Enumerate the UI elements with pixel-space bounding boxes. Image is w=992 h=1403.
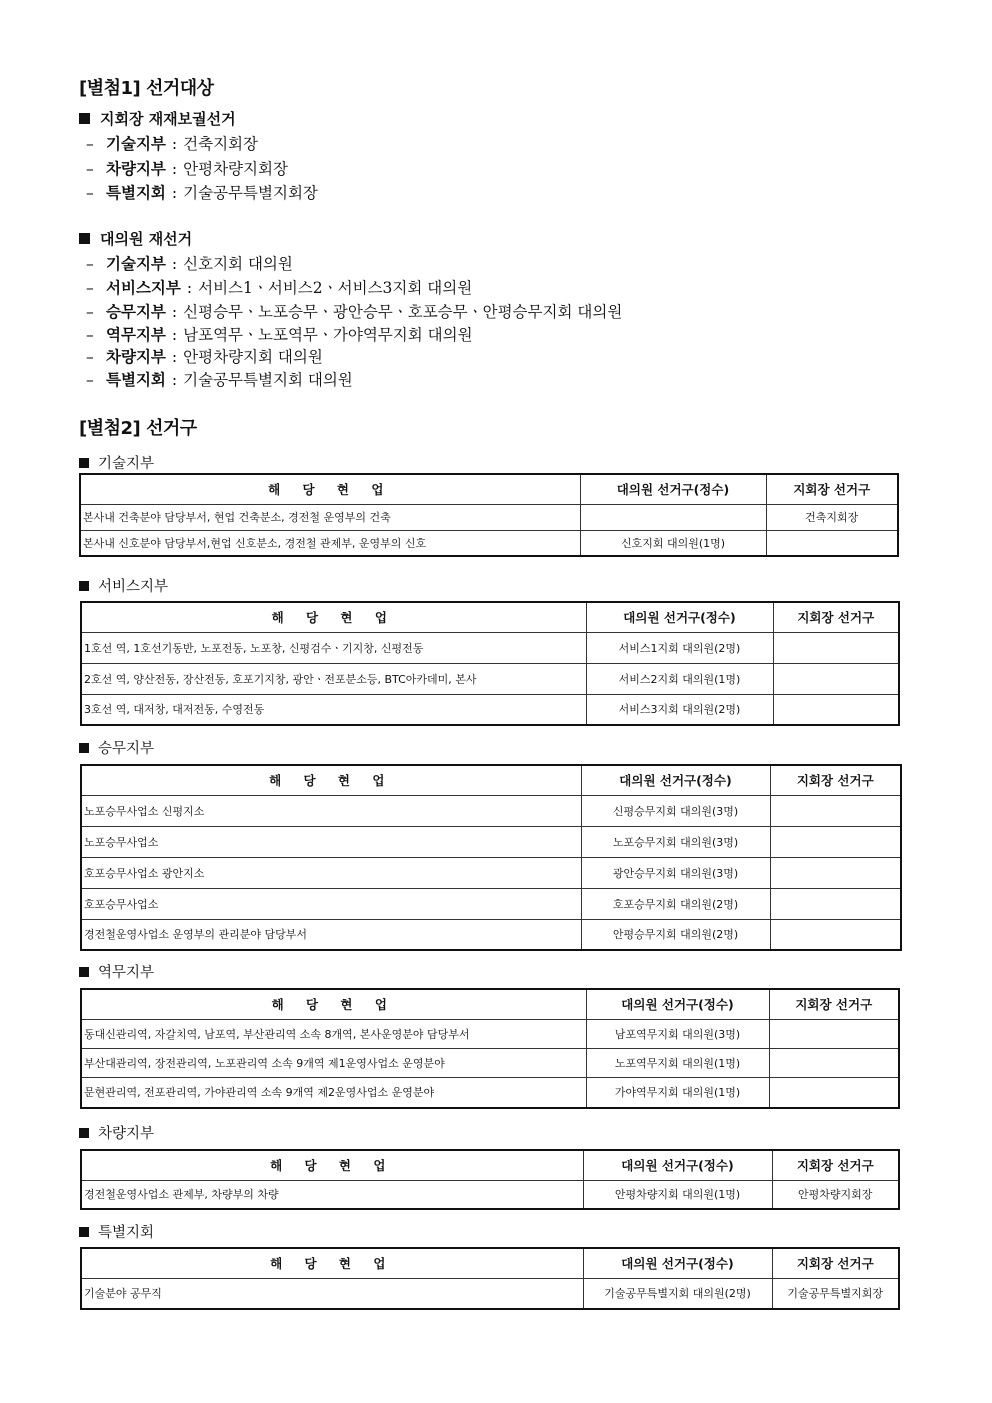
section-title-text: 특별지회 xyxy=(98,1225,155,1241)
table-row xyxy=(81,1019,899,1048)
item-value: 신호지회 대의원 xyxy=(183,255,293,273)
crew-table xyxy=(80,764,902,951)
colon: : xyxy=(171,371,178,389)
dash-marker: – xyxy=(86,255,94,273)
cell-chief xyxy=(770,857,901,888)
cell-delegate: 광안승무지회 대의원(3명) xyxy=(581,857,770,888)
cell-chief xyxy=(773,632,899,663)
header-chief: 지회장 선거구 xyxy=(772,1248,899,1278)
cell-delegate: 노포승무지회 대의원(3명) xyxy=(581,826,770,857)
section-vehicle-title xyxy=(79,1122,154,1143)
section-title-text: 기술지부 xyxy=(98,456,155,472)
header-delegate: 대의원 선거구(정수) xyxy=(586,602,773,632)
cell-chief xyxy=(770,826,901,857)
item-label: 특별지회 xyxy=(106,370,166,389)
attachment2-title: [별첨2] 선거구 xyxy=(79,418,197,439)
cell-area: 기술분야 공무직 xyxy=(81,1278,583,1309)
table-row xyxy=(81,694,899,725)
colon: : xyxy=(171,160,178,178)
table-row xyxy=(80,504,898,530)
table-header-row xyxy=(81,1150,899,1180)
section-chief-election-title xyxy=(79,108,236,129)
header-delegate: 대의원 선거구(정수) xyxy=(586,989,769,1019)
header-area: 해 당 현 업 xyxy=(81,602,586,632)
header-chief: 지회장 선거구 xyxy=(770,765,901,795)
cell-delegate: 안평승무지회 대의원(2명) xyxy=(581,919,770,950)
item-value: 기술공무특별지회장 xyxy=(183,184,318,202)
section-service-title xyxy=(79,575,168,596)
colon: : xyxy=(171,135,178,153)
section-title-text: 대의원 재선거 xyxy=(100,230,193,248)
item-value: 안평차량지회장 xyxy=(183,160,288,178)
dash-marker: – xyxy=(86,326,94,344)
cell-area: 호포승무사업소 xyxy=(81,888,581,919)
section-title-text: 역무지부 xyxy=(98,965,155,981)
section-title-text: 서비스지부 xyxy=(98,579,169,595)
section-crew-title xyxy=(79,737,154,758)
item-label: 승무지부 xyxy=(106,302,166,321)
section-delegate-election-title xyxy=(79,228,192,249)
header-chief: 지회장 선거구 xyxy=(769,989,899,1019)
item-value: 안평차량지회 대의원 xyxy=(183,348,323,366)
table-row xyxy=(81,795,901,826)
header-area: 해 당 현 업 xyxy=(81,1248,583,1278)
cell-delegate: 호포승무지회 대의원(2명) xyxy=(581,888,770,919)
header-delegate: 대의원 선거구(정수) xyxy=(581,765,770,795)
section-title-text: 지회장 재재보궐선거 xyxy=(100,110,236,128)
cell-delegate: 가야역무지회 대의원(1명) xyxy=(586,1077,769,1108)
cell-delegate: 남포역무지회 대의원(3명) xyxy=(586,1019,769,1048)
cell-chief xyxy=(770,919,901,950)
item-label: 역무지부 xyxy=(106,325,166,344)
cell-delegate: 안평차량지회 대의원(1명) xyxy=(583,1180,772,1209)
cell-delegate: 서비스2지회 대의원(1명) xyxy=(586,663,773,694)
header-chief: 지회장 선거구 xyxy=(773,602,899,632)
table-row xyxy=(81,826,901,857)
list-item xyxy=(86,368,353,390)
colon: : xyxy=(171,184,178,202)
cell-area: 1호선 역, 1호선기동반, 노포전동, 노포창, 신평검수ㆍ기지창, 신평전동 xyxy=(81,632,586,663)
square-bullet-icon xyxy=(79,233,90,244)
cell-delegate: 노포역무지회 대의원(1명) xyxy=(586,1048,769,1077)
cell-chief xyxy=(770,888,901,919)
table-header-row xyxy=(81,1248,899,1278)
cell-chief: 건축지회장 xyxy=(766,504,898,530)
header-area: 해 당 현 업 xyxy=(80,474,580,504)
cell-chief: 안평차량지회장 xyxy=(772,1180,899,1209)
dash-marker: – xyxy=(86,184,94,202)
dash-marker: – xyxy=(86,348,94,366)
item-label: 기술지부 xyxy=(106,134,166,153)
item-label: 기술지부 xyxy=(106,254,166,273)
section-title-text: 승무지부 xyxy=(98,741,155,757)
item-value: 신평승무ㆍ노포승무ㆍ광안승무ㆍ호포승무ㆍ안평승무지회 대의원 xyxy=(183,303,623,321)
colon: : xyxy=(186,279,193,297)
section-tech-title xyxy=(79,452,154,473)
colon: : xyxy=(171,255,178,273)
cell-chief xyxy=(769,1019,899,1048)
colon: : xyxy=(171,303,178,321)
cell-area: 경전철운영사업소 관제부, 차량부의 차량 xyxy=(81,1180,583,1209)
square-bullet-icon xyxy=(79,1227,89,1237)
service-table xyxy=(80,601,900,726)
table-header-row xyxy=(81,602,899,632)
table-header-row xyxy=(81,989,899,1019)
list-item xyxy=(86,276,472,298)
cell-area: 본사내 건축분야 담당부서, 현업 건축분소, 경전철 운영부의 건축 xyxy=(80,504,580,530)
cell-area: 노포승무사업소 xyxy=(81,826,581,857)
cell-chief xyxy=(766,530,898,556)
header-area: 해 당 현 업 xyxy=(81,989,586,1019)
cell-delegate: 서비스3지회 대의원(2명) xyxy=(586,694,773,725)
list-item xyxy=(86,300,622,322)
square-bullet-icon xyxy=(79,743,89,753)
cell-area: 경전철운영사업소 운영부의 관리분야 담당부서 xyxy=(81,919,581,950)
list-item xyxy=(86,181,318,203)
cell-delegate: 기술공무특별지회 대의원(2명) xyxy=(583,1278,772,1309)
square-bullet-icon xyxy=(79,113,90,124)
list-item xyxy=(86,345,323,367)
table-row xyxy=(81,632,899,663)
cell-chief xyxy=(773,694,899,725)
item-label: 서비스지부 xyxy=(106,278,181,297)
cell-delegate: 서비스1지회 대의원(2명) xyxy=(586,632,773,663)
cell-delegate: 신평승무지회 대의원(3명) xyxy=(581,795,770,826)
dash-marker: – xyxy=(86,303,94,321)
dash-marker: – xyxy=(86,279,94,297)
square-bullet-icon xyxy=(79,581,89,591)
list-item xyxy=(86,132,258,154)
cell-area: 문현관리역, 전포관리역, 가야관리역 소속 9개역 제2운영사업소 운영분야 xyxy=(81,1077,586,1108)
dash-marker: – xyxy=(86,135,94,153)
item-value: 기술공무특별지회 대의원 xyxy=(183,371,353,389)
header-chief: 지회장 선거구 xyxy=(766,474,898,504)
table-row xyxy=(81,1077,899,1108)
vehicle-table xyxy=(80,1149,900,1210)
item-value: 남포역무ㆍ노포역무ㆍ가야역무지회 대의원 xyxy=(183,326,473,344)
dash-marker: – xyxy=(86,371,94,389)
item-label: 차량지부 xyxy=(106,159,166,178)
table-header-row xyxy=(81,765,901,795)
cell-chief xyxy=(770,795,901,826)
section-station-title xyxy=(79,961,154,982)
attachment1-title: [별첨1] 선거대상 xyxy=(79,78,214,99)
cell-chief xyxy=(769,1048,899,1077)
cell-chief xyxy=(769,1077,899,1108)
item-label: 특별지회 xyxy=(106,183,166,202)
table-row xyxy=(81,1278,899,1309)
cell-area: 동대신관리역, 자갈치역, 남포역, 부산관리역 소속 8개역, 본사운영분야 담당부서 xyxy=(81,1019,586,1048)
table-header-row xyxy=(80,474,898,504)
dash-marker: – xyxy=(86,160,94,178)
table-row xyxy=(80,530,898,556)
cell-area: 본사내 신호분야 담당부서,현업 신호분소, 경전철 관제부, 운영부의 신호 xyxy=(80,530,580,556)
cell-delegate xyxy=(580,504,766,530)
list-item xyxy=(86,157,288,179)
table-row xyxy=(81,1048,899,1077)
square-bullet-icon xyxy=(79,967,89,977)
table-row xyxy=(81,919,901,950)
colon: : xyxy=(171,348,178,366)
list-item xyxy=(86,323,473,345)
cell-area: 노포승무사업소 신평지소 xyxy=(81,795,581,826)
colon: : xyxy=(171,326,178,344)
table-row xyxy=(81,663,899,694)
header-delegate: 대의원 선거구(정수) xyxy=(583,1248,772,1278)
cell-area: 2호선 역, 양산전동, 장산전동, 호포기지창, 광안ㆍ전포분소등, BTC아카데미, 본사 xyxy=(81,663,586,694)
item-label: 차량지부 xyxy=(106,347,166,366)
header-chief: 지회장 선거구 xyxy=(772,1150,899,1180)
cell-area: 부산대관리역, 장전관리역, 노포관리역 소속 9개역 제1운영사업소 운영분야 xyxy=(81,1048,586,1077)
header-delegate: 대의원 선거구(정수) xyxy=(583,1150,772,1180)
table-row xyxy=(81,1180,899,1209)
item-value: 건축지회장 xyxy=(183,135,259,153)
cell-area: 호포승무사업소 광안지소 xyxy=(81,857,581,888)
cell-chief: 기술공무특별지회장 xyxy=(772,1278,899,1309)
list-item xyxy=(86,252,293,274)
cell-delegate: 신호지회 대의원(1명) xyxy=(580,530,766,556)
item-value: 서비스1ㆍ서비스2ㆍ서비스3지회 대의원 xyxy=(198,279,473,297)
square-bullet-icon xyxy=(79,458,89,468)
square-bullet-icon xyxy=(79,1128,89,1138)
section-special-title xyxy=(79,1221,154,1242)
table-row xyxy=(81,888,901,919)
station-table xyxy=(80,988,900,1109)
header-delegate: 대의원 선거구(정수) xyxy=(580,474,766,504)
special-table xyxy=(80,1247,900,1310)
table-row xyxy=(81,857,901,888)
cell-area: 3호선 역, 대저창, 대저전동, 수영전동 xyxy=(81,694,586,725)
section-title-text: 차량지부 xyxy=(98,1126,155,1142)
header-area: 해 당 현 업 xyxy=(81,1150,583,1180)
tech-table xyxy=(79,473,899,557)
cell-chief xyxy=(773,663,899,694)
header-area: 해 당 현 업 xyxy=(81,765,581,795)
